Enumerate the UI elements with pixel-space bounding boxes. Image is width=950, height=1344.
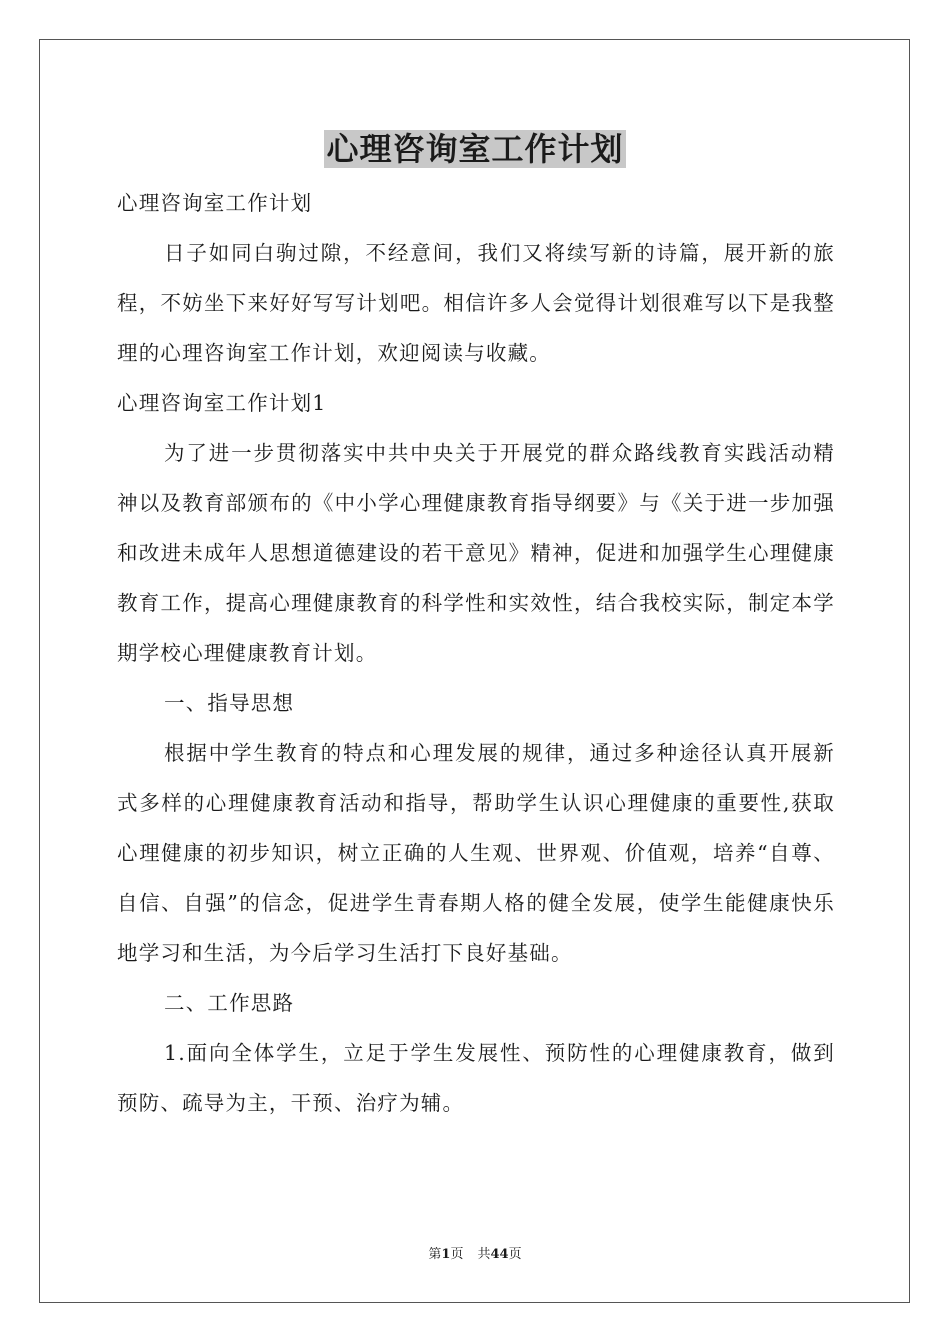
section-heading-plan-1: 心理咨询室工作计划1 xyxy=(117,391,327,415)
work-approach-item-1: 1.面向全体学生，立足于学生发展性、预防性的心理健康教育，做到预防、疏导为主，干预、治疗为辅。 xyxy=(117,1041,835,1115)
page-footer xyxy=(0,1245,950,1265)
heading-guiding-thought: 一、指导思想 xyxy=(164,691,295,715)
document-body xyxy=(117,178,835,1128)
heading-work-approach: 二、工作思路 xyxy=(164,991,295,1015)
subtitle-paragraph: 心理咨询室工作计划 xyxy=(117,191,313,215)
footer-page-total: 44 xyxy=(490,1247,509,1262)
footer-page-prefix: 第 xyxy=(428,1247,442,1262)
document-title-text: 心理咨询室工作计划 xyxy=(326,130,624,168)
intro-paragraph: 日子如同白驹过隙，不经意间，我们又将续写新的诗篇，展开新的旅程，不妨坐下来好好写写计划吧。相信许多人会觉得计划很难写以下是我整理的心理咨询室工作计划，欢迎阅读与收藏。 xyxy=(117,241,835,365)
plan-1-paragraph: 为了进一步贯彻落实中共中央关于开展党的群众路线教育实践活动精神以及教育部颁布的《中小学心理健康教育指导纲要》与《关于进一步加强和改进未成年人思想道德建设的若干意见》精神，促进和加强学生心理健康教育工作，提高心理健康教育的科学性和实效性，结合我校实际，制定本学期学校心理健康教育计划。 xyxy=(117,441,835,665)
footer-page-suffix: 页 xyxy=(450,1247,464,1262)
footer-total-suffix: 页 xyxy=(508,1247,522,1262)
document-title xyxy=(0,128,950,170)
guiding-thought-paragraph: 根据中学生教育的特点和心理发展的规律，通过多种途径认真开展新式多样的心理健康教育活动和指导，帮助学生认识心理健康的重要性,获取心理健康的初步知识，树立正确的人生观、世界观、价值观，培养“自尊、自信、自强”的信念，促进学生青春期人格的健全发展，使学生能健康快乐地学习和生活，为今后学习生活打下良好基础。 xyxy=(117,741,835,965)
footer-total-prefix: 共 xyxy=(477,1247,491,1262)
footer-page-current: 1 xyxy=(441,1247,451,1262)
